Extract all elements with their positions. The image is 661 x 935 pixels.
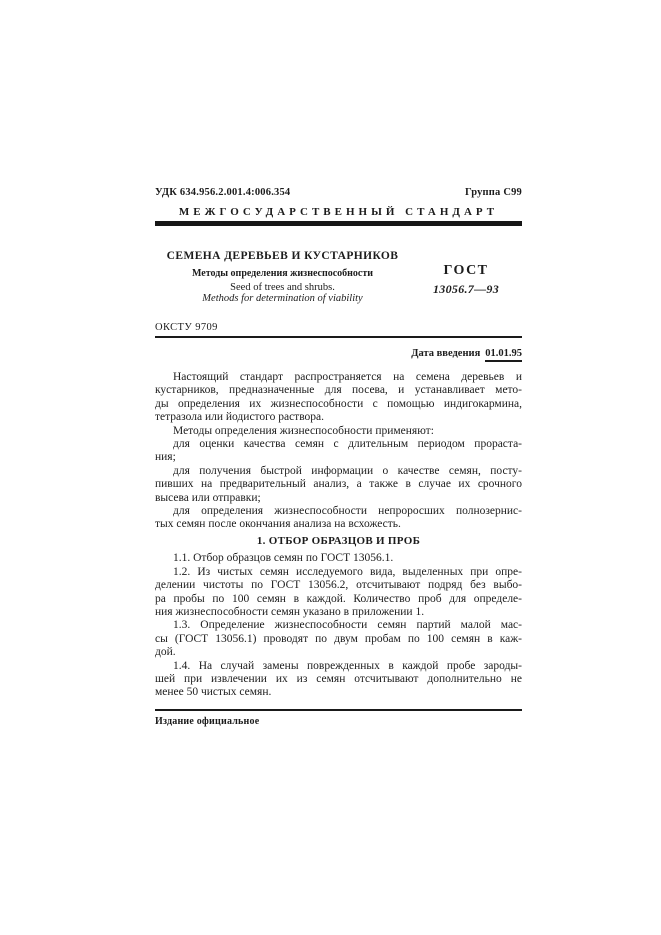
- text-line: тых семян после окончания анализа на всхожесть.: [155, 518, 401, 531]
- clause-1-1: [155, 552, 522, 565]
- text-line: ния;: [155, 451, 176, 464]
- clause-1-4: [155, 660, 522, 700]
- document-title-en: Seed of trees and shrubs.: [230, 282, 335, 293]
- title-block: [155, 250, 522, 304]
- intro-date-value: 01.01.95: [485, 348, 522, 362]
- clause-1-3: [155, 619, 522, 659]
- gost-number: 13056.7—93: [433, 282, 499, 296]
- title-column: [155, 250, 410, 304]
- footer-rule: [155, 709, 522, 711]
- header-rule: [155, 221, 522, 226]
- udk-number: УДК 634.956.2.001.4:006.354: [155, 187, 291, 198]
- page-content: [155, 187, 522, 727]
- paragraph: [155, 505, 522, 532]
- text-line: дой.: [155, 646, 176, 659]
- standard-designation: [410, 250, 522, 304]
- paragraph: [155, 465, 522, 505]
- paragraph: [155, 438, 522, 465]
- okstu-code: ОКСТУ 9709: [155, 322, 218, 333]
- text-line: тетразола или йодистого раствора.: [155, 411, 325, 424]
- document-title-ru: СЕМЕНА ДЕРЕВЬЕВ И КУСТАРНИКОВ: [166, 250, 399, 262]
- document-subtitle-en: Methods for determination of viability: [202, 293, 363, 304]
- group-code: Группа С99: [464, 187, 522, 198]
- section-1-text: [155, 552, 522, 699]
- paragraph: [155, 425, 522, 438]
- section-1-heading: 1. ОТБОР ОБРАЗЦОВ И ПРОБ: [256, 534, 421, 547]
- introduction-date: [155, 348, 522, 359]
- gost-label: ГОСТ: [443, 263, 489, 278]
- text-line: высева или отправки;: [155, 491, 261, 504]
- okstu-rule: [155, 336, 522, 338]
- intro-date-label: Дата введения: [411, 348, 481, 359]
- text-line: делении чистоты по ГОСТ 13056.2, отсчитывают подряд без выбо-: [155, 579, 522, 592]
- text-line: ра пробы по 100 семян в каждой. Количество проб для определе-: [155, 592, 522, 605]
- text-line: для оценки качества семян с длительным периодом прораста-: [173, 438, 522, 451]
- text-line: ды определения их жизнеспособности с помощью индигокармина,: [155, 397, 522, 410]
- text-line: 1.2. Из чистых семян исследуемого вида, выделенных при опре-: [173, 565, 522, 578]
- text-line: кустарников, предназначенные для посева, и устанавливает мето-: [155, 384, 522, 397]
- page-footer: [155, 709, 522, 727]
- text-line: сы (ГОСТ 13056.1) проводят по двум пробам по 100 семян в каж-: [155, 632, 522, 645]
- text-line: для определения жизнеспособности непроросших полнозернис-: [173, 505, 522, 518]
- text-line: для получения быстрой информации о качестве семян, посту-: [173, 464, 522, 477]
- text-line: Настоящий стандарт распространяется на семена деревьев и: [173, 371, 522, 383]
- text-line: 1.4. На случай замены поврежденных в каждой пробе зароды-: [173, 659, 522, 672]
- text-line: ния жизнеспособности семян указано в приложении 1.: [155, 605, 425, 618]
- clause-1-2: [155, 566, 522, 620]
- classification-row: [155, 187, 522, 198]
- document-subtitle-ru: Методы определения жизнеспособности: [191, 268, 374, 279]
- introduction-text: [155, 371, 522, 532]
- paragraph: [155, 371, 522, 425]
- text-line: Методы определения жизнеспособности применяют:: [173, 424, 434, 437]
- text-line: менее 50 чистых семян.: [155, 686, 272, 699]
- standard-type-heading: МЕЖГОСУДАРСТВЕННЫЙ СТАНДАРТ: [178, 206, 499, 218]
- text-line: 1.3. Определение жизнеспособности семян партий малой мас-: [173, 619, 522, 632]
- text-line: 1.1. Отбор образцов семян по ГОСТ 13056.1.: [173, 552, 394, 565]
- text-line: пивших на предварительный анализ, а также в случае их срочного: [155, 478, 522, 491]
- official-edition-note: Издание официальное: [155, 715, 260, 727]
- text-line: шей при извлечении их из семян отсчитывают дополнительно не: [155, 672, 522, 685]
